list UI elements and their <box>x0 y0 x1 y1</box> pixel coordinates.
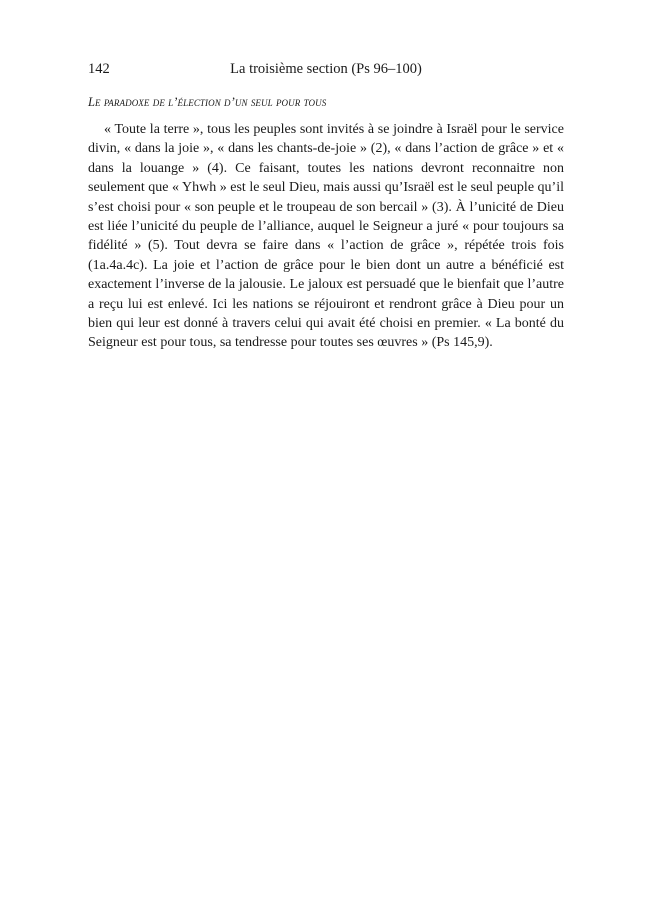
page-number: 142 <box>88 61 110 77</box>
running-title: La troisième section (Ps 96–100) <box>230 61 422 77</box>
section-heading: Le paradoxe de l’élection d’un seul pour tous <box>88 95 327 109</box>
running-head <box>88 58 564 80</box>
book-page <box>88 58 564 367</box>
body-paragraph: « Toute la terre », tous les peuples sont invités à se joindre à Israël pour le service divin, « dans la joie », « dans les chants-de-joie » (2), « dans l’action de grâce » et « dans la louange » (4). Ce faisant, toutes les nations devront reconnaitre non seulement que « Yhwh » est le seul Dieu, mais aussi qu’Israël est le seul peuple qu’il s’est choisi pour « son peuple et le troupeau de son bercail » (3). À l’unicité de Dieu est liée l’unicité du peuple de l’alliance, auquel le Seigneur a juré « pour toujours sa fidélité » (5). Tout devra se faire dans « l’action de grâce », répétée trois fois (1a.4a.4c). La joie et l’action de grâce pour le bien dont un autre a bénéficié est exactement l’inverse de la jalousie. Le jaloux est persuadé que le bienfait que l’autre a reçu lui est enlevé. Ici les nations se réjouiront et rendront grâce à Dieu pour un bien qui leur est donné à travers celui qui avait été choisi en premier. « La bonté du Seigneur est pour tous, sa tendresse pour toutes ses œuvres » (Ps 145,9). <box>88 122 564 351</box>
